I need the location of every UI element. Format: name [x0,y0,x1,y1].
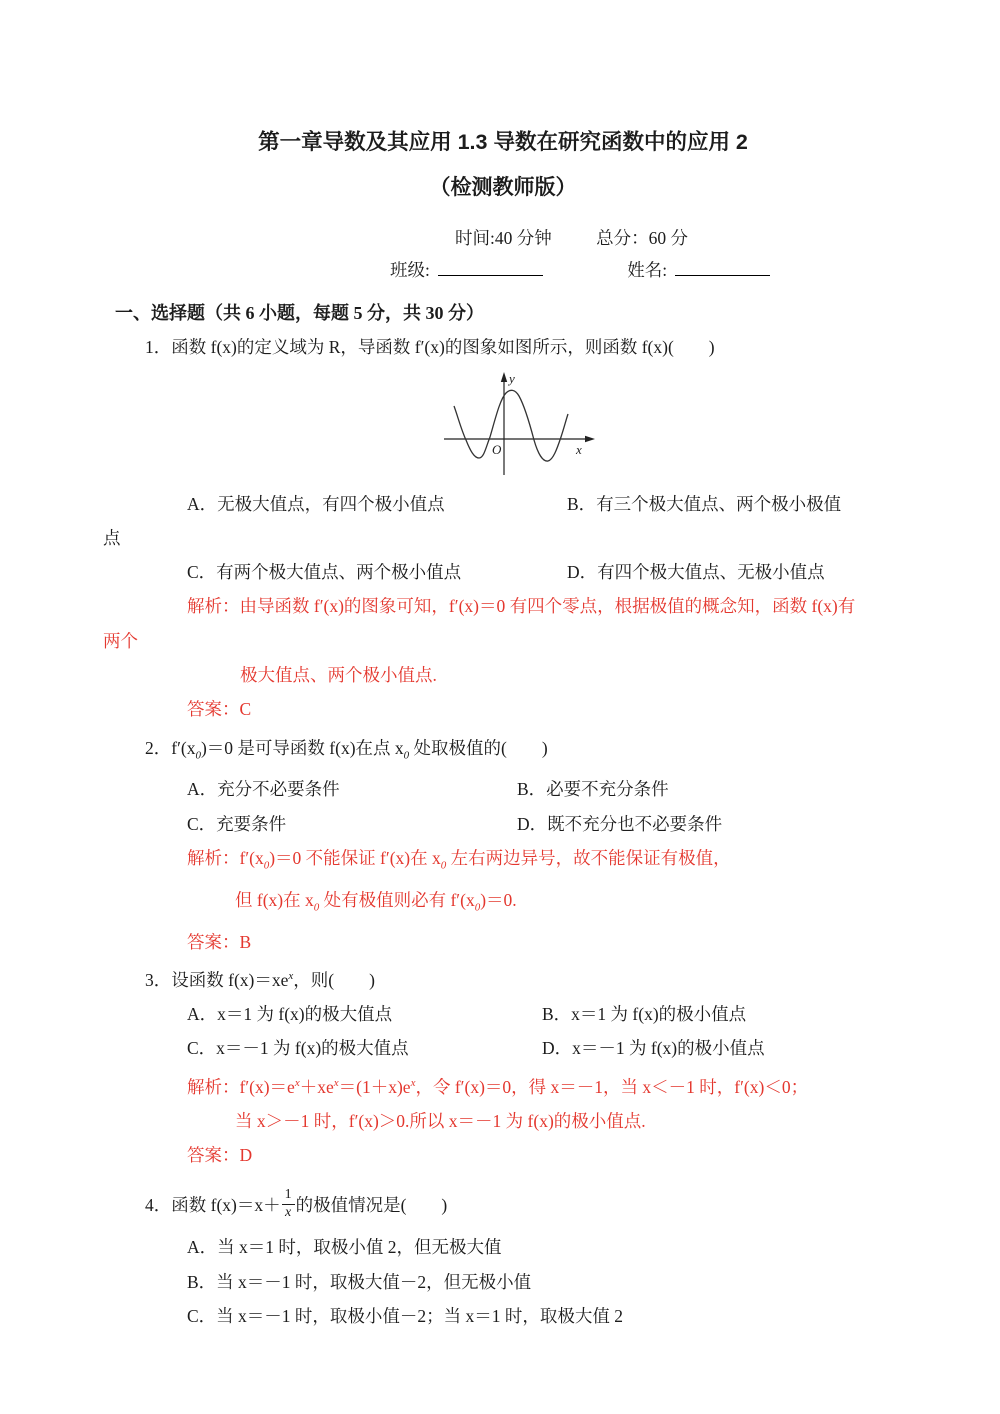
question-1-options-row-2 [187,555,906,589]
option-b: B．必要不充分条件 [517,779,669,800]
origin-label: O [492,441,502,457]
option-c: C．有两个极大值点、两个极小值点 [187,562,462,583]
y-axis-label: y [509,370,515,386]
question-1-figure [438,369,906,479]
question-4-stem [145,1178,906,1230]
time-label: 时间:40 分钟 [455,228,552,248]
question-2-stem: 2．$f'(x_0)=0$ 是可导函数 f(x)在点 $x_0$ 处取极值的( ) [145,737,548,762]
analysis-line: 当 x＞－1 时，f′(x)＞0.所以 x＝－1 为 f(x)的极小值点. [235,1110,646,1131]
answer-line: 答案：B [187,931,252,952]
analysis-line: 解析：由导函数 f′(x)的图象可知，f′(x)＝0 有四个零点，根据极值的概念知，函数 f(x)有 [187,596,856,617]
option-b: B．有三个极大值点、两个极小极值 [567,493,842,514]
document-content [100,0,906,1333]
derivative-curve [454,390,568,461]
question-3-options-row-2 [187,1031,906,1065]
question-3 [100,959,906,1172]
name-label: 姓名: [627,260,668,280]
fraction-denominator: x [285,1204,292,1220]
option-c: C．当 x＝－1 时，取极小值－2；当 x＝1 时，取极大值 2 [187,1305,624,1326]
option-a: A．充分不必要条件 [187,779,340,800]
x-axis-label: x [576,441,582,457]
question-4-stem-prefix: 4．函数 f(x)＝x＋ [145,1194,281,1215]
fraction-numerator: 1 [282,1188,295,1205]
answer-line: 答案：C [187,699,252,720]
option-d: D．有四个极大值点、无极小值点 [567,562,825,583]
question-4-stem-suffix: 的极值情况是( ) [295,1194,448,1215]
option-b: B．当 x＝－1 时，取极大值－2，但无极小值 [187,1271,532,1292]
option-b-wrap: 点 [103,527,121,548]
question-2 [100,731,906,959]
analysis-line: 解析：$f'(x)=e^x+xe^x=(1+x)e^x$，令 f′(x)＝0，得 x＝－1，当 x＜－1 时，f′(x)＜0； [187,1076,809,1097]
fraction-one-over-x [282,1188,295,1220]
option-a: A．当 x＝1 时，取极小值 2，但无极大值 [187,1237,502,1258]
exam-info-line [100,222,906,254]
section-heading: 一、选择题（共 6 小题，每题 5 分，共 30 分） [115,303,484,323]
question-1 [100,330,906,726]
x-axis-arrow-icon [585,435,595,441]
option-c: C．充要条件 [187,813,287,834]
class-name-line [100,254,906,286]
option-d: D．既不充分也不必要条件 [517,813,723,834]
question-3-options-row-1 [187,997,906,1031]
option-a: A．无极大值点，有四个极小值点 [187,493,445,514]
derivative-graph [438,369,598,479]
option-b: B．x＝1 为 f(x)的极小值点 [542,1004,747,1025]
option-d: D．x＝－1 为 f(x)的极小值点 [542,1038,765,1059]
class-label: 班级: [390,260,430,280]
y-axis-arrow-icon [501,372,507,382]
question-2-options-row-1 [187,772,906,806]
doc-subtitle: （检测教师版） [429,176,577,199]
score-label: 总分：60 分 [596,228,688,248]
doc-title: 第一章导数及其应用 1.3 导数在研究函数中的应用 2 [258,130,748,154]
question-3-stem: 3．设函数 $f(x)=xe^x$，则( ) [145,969,375,990]
name-blank-line [675,258,770,277]
question-1-stem: 1．函数 f(x)的定义域为 R，导函数 f′(x)的图象如图所示，则函数 f(x)( ) [145,337,715,358]
analysis-line: 解析：$f'(x_0)=0$ 不能保证 f′(x)在 $x_0$ 左右两边异号，故不能保证有极值， [187,848,731,872]
question-4 [100,1178,906,1333]
question-1-options-row-1 [187,487,906,521]
option-c: C．x＝－1 为 f(x)的极大值点 [187,1038,409,1059]
class-blank-line [438,258,543,277]
analysis-line: 两个 [103,630,138,651]
question-2-options-row-2 [187,807,906,841]
analysis-line: 极大值点、两个极小值点. [240,665,437,686]
option-a: A．x＝1 为 f(x)的极大值点 [187,1004,393,1025]
analysis-line: 但 f(x)在 $x_0$ 处有极值则必有 $f'(x_0)=0$. [235,889,517,914]
answer-line: 答案：D [187,1145,253,1166]
